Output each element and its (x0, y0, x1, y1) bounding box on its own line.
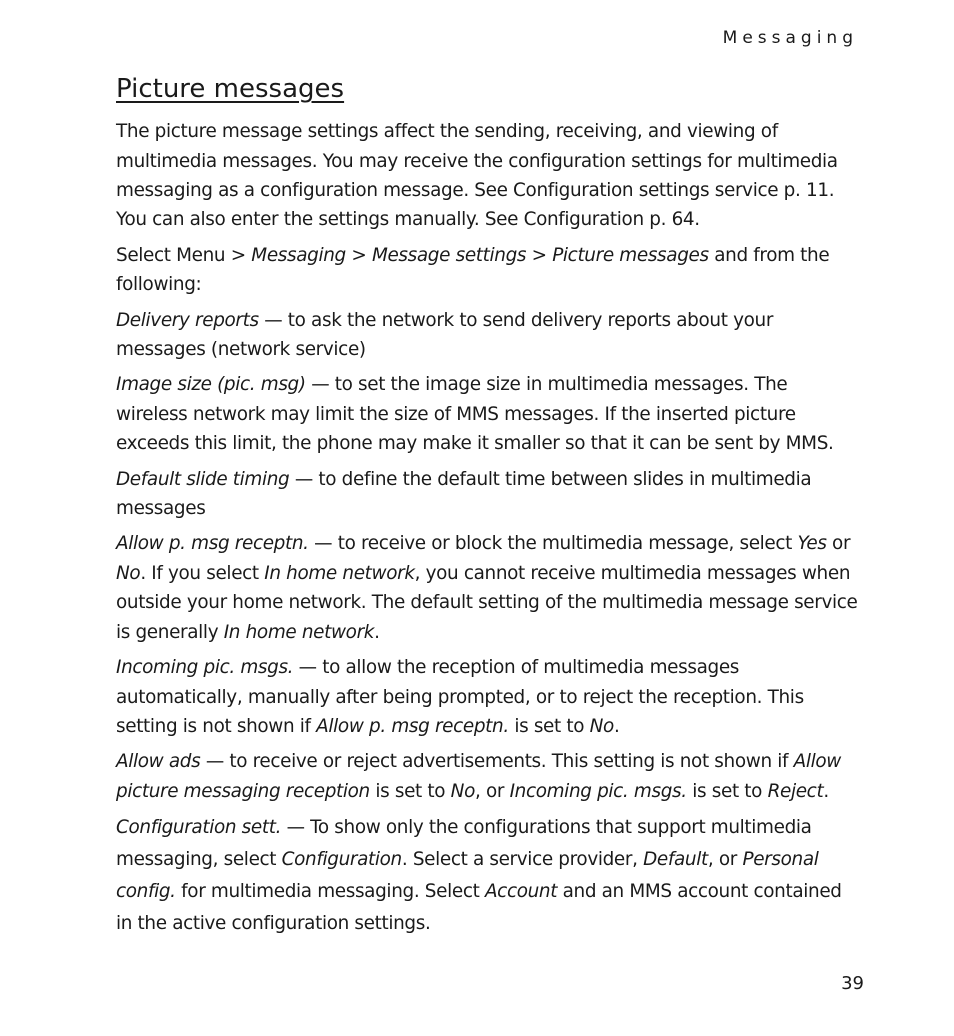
page-number: 39 (841, 973, 864, 994)
page-content (116, 74, 860, 946)
option-desc: for multimedia messaging. Select (175, 881, 485, 903)
value-allow-picture-messaging: Allow picture messaging reception (116, 751, 841, 802)
value-no: No (450, 780, 475, 802)
path-message-settings: Message settings (371, 244, 527, 266)
value-reject: Reject (767, 780, 824, 802)
option-desc: — to define the default time between slides in multimedia messages (116, 468, 812, 520)
path-tail: and from the following: (116, 244, 830, 296)
option-desc: — To show only the configurations that support multimedia messaging, select (116, 817, 812, 871)
option-term: Incoming pic. msgs. (116, 657, 294, 679)
path-separator: > (526, 244, 553, 266)
path-picture-messages: Picture messages (552, 244, 709, 266)
menu-label: Menu (176, 244, 226, 266)
value-allow-receptn: Allow p. msg receptn. (316, 715, 509, 737)
path-messaging: Messaging (251, 244, 346, 266)
option-image-size (116, 370, 860, 458)
path-separator: > (225, 244, 252, 266)
option-term: Default slide timing (116, 468, 290, 490)
option-term: Allow p. msg receptn. (116, 533, 309, 555)
option-configuration-sett (116, 812, 860, 940)
option-desc: — to set the image size in multimedia messages. The wireless network may limit the size of MMS messages. If the inserted picture exceeds this limit, the phone may make it smaller so that it can be sent by MMS. (116, 374, 834, 455)
option-desc: and an MMS account contained in the active configuration settings. (116, 881, 842, 935)
value-personal-config: Personal config. (116, 849, 819, 903)
option-desc: or (826, 533, 851, 555)
option-desc: is set to (508, 715, 590, 737)
value-yes: Yes (797, 533, 827, 555)
option-desc: — to receive or block the multimedia message, select (308, 533, 798, 555)
option-desc: . Select a service provider, (401, 849, 644, 871)
value-no: No (116, 562, 141, 584)
path-separator: > (345, 244, 372, 266)
option-desc: . (613, 715, 620, 737)
option-desc: . If you select (140, 562, 265, 584)
option-incoming-pic-msgs (116, 653, 860, 741)
intro-paragraph: The picture message settings affect the sending, receiving, and viewing of multimedia messages. You may receive the configuration settings for multimedia messaging as a configuration message. See Configuration settings service p. 11. You can also enter the settings manually. See Configuration p. 64. (116, 121, 838, 231)
value-configuration: Configuration (281, 849, 402, 871)
option-desc: — to allow the reception of multimedia messages automatically, manually after being prompted, or to reject the reception. This setting is not shown if (116, 657, 804, 737)
option-desc: — to ask the network to send delivery reports about your messages (network service) (116, 309, 774, 361)
option-desc: , or (707, 849, 743, 871)
option-desc: . (823, 780, 829, 802)
section-title: Picture messages (116, 74, 345, 104)
option-slide-timing (116, 465, 860, 524)
option-desc: is set to (686, 780, 768, 802)
running-header: Messaging (722, 28, 858, 48)
select-text: Select (116, 244, 171, 266)
option-desc: , you cannot receive multimedia messages when outside your home network. The default setting of the multimedia message service is generally (116, 562, 858, 643)
option-term: Image size (pic. msg) (116, 374, 306, 396)
option-allow-receptn (116, 529, 860, 647)
option-term: Delivery reports (116, 309, 259, 331)
menu-path-paragraph (116, 241, 860, 300)
option-desc: is set to (369, 780, 451, 802)
option-term: Configuration sett. (116, 817, 282, 839)
value-incoming-pic-msgs: Incoming pic. msgs. (509, 780, 687, 802)
option-term: Allow ads (116, 751, 201, 773)
value-account: Account (484, 881, 558, 903)
value-in-home-network: In home network (264, 562, 415, 584)
value-default: Default (643, 849, 708, 871)
option-desc: — to receive or reject advertisements. This setting is not shown if (200, 751, 794, 773)
option-desc: . (374, 621, 380, 643)
option-delivery-reports (116, 306, 860, 365)
option-allow-ads (116, 747, 860, 806)
option-desc: , or (474, 780, 510, 802)
value-no: No (589, 715, 614, 737)
value-in-home-network: In home network (223, 621, 375, 643)
